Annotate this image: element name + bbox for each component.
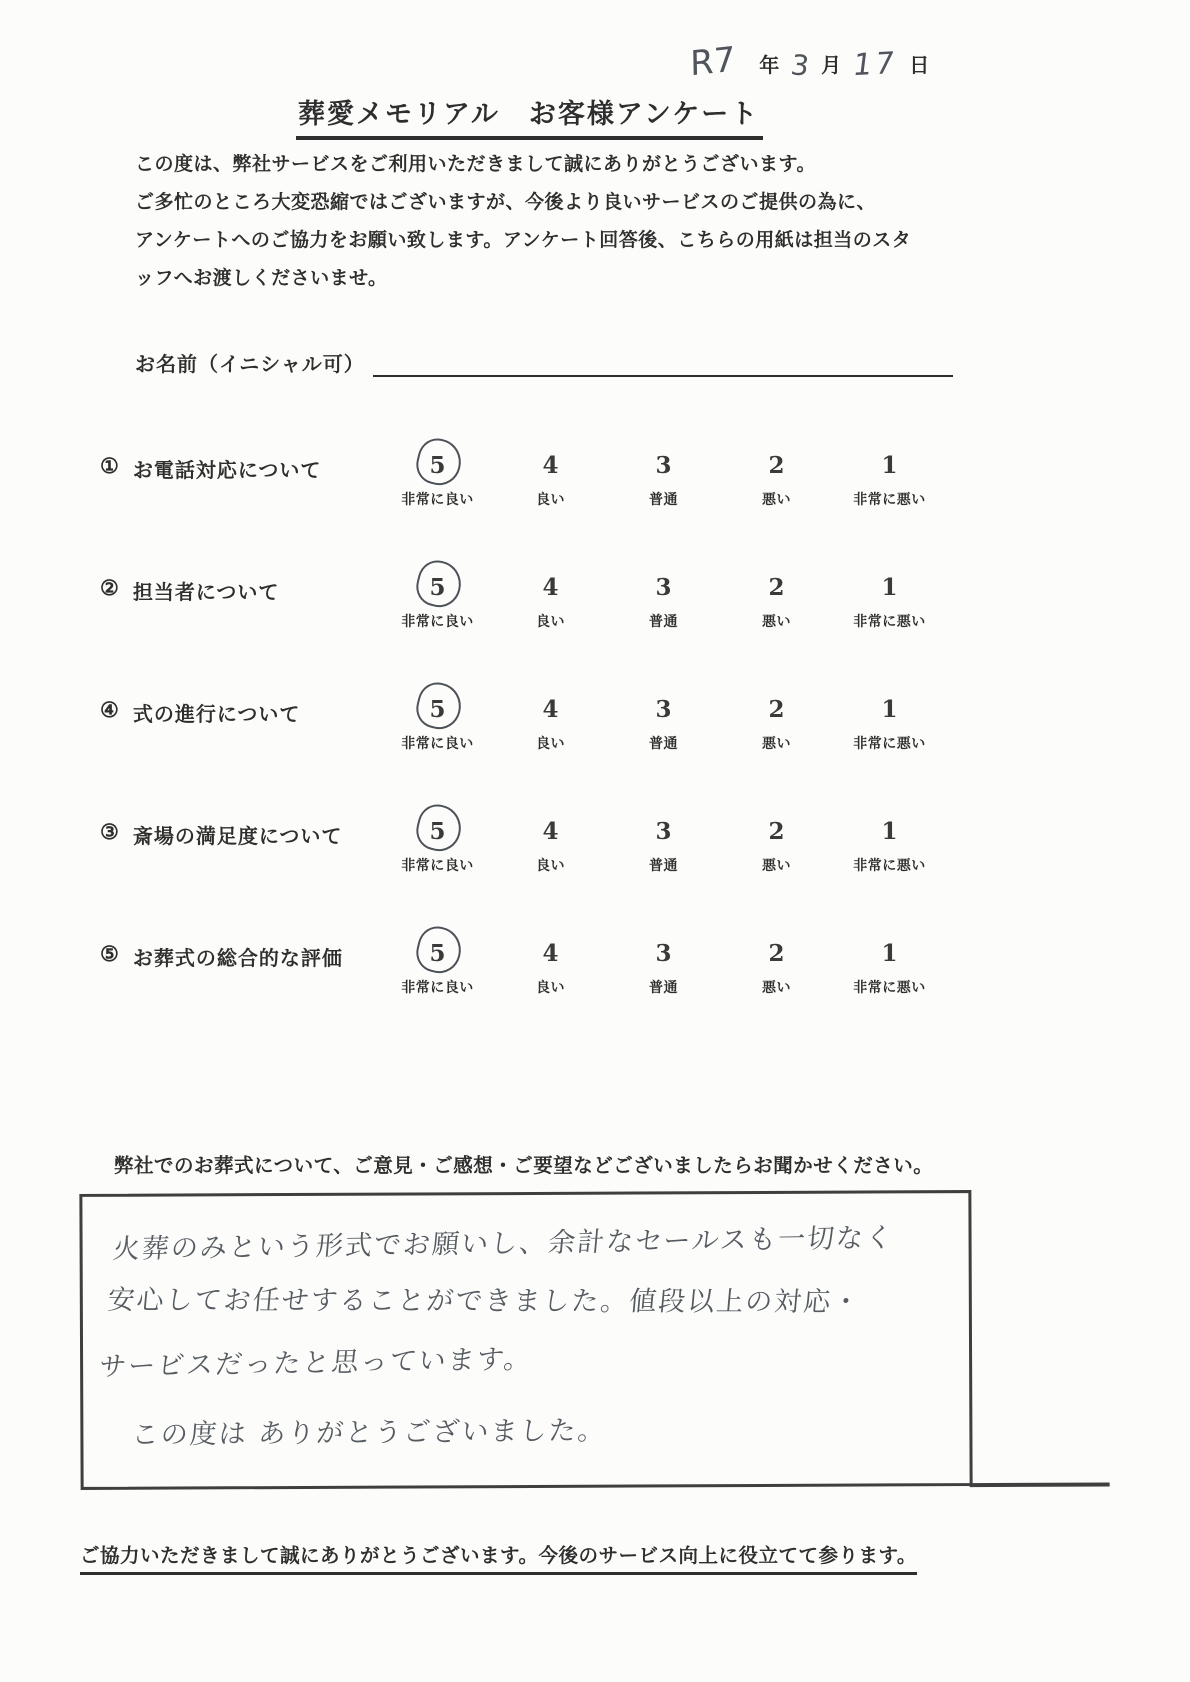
- rating-label: 良い: [536, 613, 565, 629]
- rating-label: 悪い: [762, 735, 791, 751]
- question-title: [100, 692, 381, 727]
- rating-value[interactable]: 5: [429, 452, 446, 479]
- rating-value[interactable]: 2: [768, 696, 785, 723]
- rating-option: [720, 570, 833, 631]
- footer-note: ご協力いただきまして誠にありがとうございます。今後のサービス向上に役立てて参ります。: [80, 1540, 917, 1575]
- handwritten-era-year: R7: [689, 39, 736, 85]
- question-label: 式の進行について: [132, 704, 301, 726]
- comment-box-bottom-line-extension: [970, 1482, 1110, 1486]
- rating-value[interactable]: 3: [655, 452, 672, 479]
- rating-circle-area: [873, 936, 905, 971]
- handwritten-comment-line: この度は ありがとうございました。: [130, 1415, 608, 1451]
- rating-label: 普通: [649, 857, 678, 873]
- rating-option: [833, 570, 946, 631]
- rating-circle-area: [421, 692, 453, 727]
- rating-option: [720, 448, 833, 509]
- rating-label: 非常に悪い: [853, 613, 926, 629]
- rating-circle-area: [760, 448, 792, 483]
- rating-option: [607, 570, 720, 631]
- rating-options: [381, 448, 946, 509]
- rating-circle-area: [534, 936, 566, 971]
- question-title: [100, 814, 381, 849]
- rating-option: [494, 814, 607, 875]
- rating-option: [494, 570, 607, 631]
- rating-value[interactable]: 2: [768, 574, 785, 601]
- rating-value[interactable]: 2: [768, 452, 785, 479]
- date-line: [689, 39, 930, 85]
- rating-option: [833, 692, 946, 753]
- rating-option: [381, 692, 494, 753]
- comment-lines: [97, 1219, 945, 1469]
- rating-circle-area: [534, 814, 566, 849]
- rating-circle-area: [421, 570, 453, 605]
- intro-line: この度は、弊社サービスをご利用いただきまして誠にありがとうございます。: [135, 154, 816, 175]
- rating-circle-area: [647, 448, 679, 483]
- question-label: お葬式の総合的な評価: [132, 948, 343, 970]
- rating-value[interactable]: 4: [542, 818, 559, 845]
- rating-value[interactable]: 4: [542, 696, 559, 723]
- rating-option: [833, 814, 946, 875]
- rating-circle-area: [534, 692, 566, 727]
- rating-option: [833, 936, 946, 997]
- comment-prompt: 弊社でのお葬式について、ご意見・ご感想・ご要望などございましたらお聞かせください。: [114, 1155, 934, 1177]
- intro-paragraph: [135, 146, 995, 298]
- question-title: [100, 936, 381, 971]
- day-suffix: 日: [909, 55, 930, 77]
- rating-value[interactable]: 2: [768, 940, 785, 967]
- rating-label: 普通: [649, 735, 678, 751]
- rating-label: 良い: [536, 735, 565, 751]
- year-suffix: 年: [759, 55, 780, 77]
- question-row: [0, 448, 1190, 509]
- handwritten-comment-line: サービスだったと思っています。: [97, 1343, 535, 1383]
- rating-option: [381, 570, 494, 631]
- rating-label: 悪い: [762, 613, 791, 629]
- rating-circle-area: [647, 692, 679, 727]
- question-label: 担当者について: [132, 582, 280, 604]
- rating-option: [720, 936, 833, 997]
- rating-options: [381, 936, 946, 997]
- handwritten-day: 17: [850, 45, 900, 84]
- rating-label: 非常に良い: [401, 735, 474, 751]
- intro-line: アンケートへのご協力をお願い致します。アンケート回答後、こちらの用紙は担当のスタ: [135, 230, 912, 251]
- rating-option: [494, 448, 607, 509]
- rating-options: [381, 692, 946, 753]
- handwritten-month: 3: [788, 48, 812, 83]
- question-title: [100, 448, 381, 483]
- rating-value[interactable]: 1: [881, 818, 898, 845]
- rating-circle-area: [421, 814, 453, 849]
- rating-circle-area: [647, 936, 679, 971]
- rating-circle-area: [534, 570, 566, 605]
- rating-label: 悪い: [762, 857, 791, 873]
- question-number: ②: [100, 577, 119, 600]
- questions-section: [0, 448, 1190, 1058]
- question-row: [0, 936, 1190, 997]
- rating-circle-area: [873, 814, 905, 849]
- rating-label: 非常に良い: [401, 857, 474, 873]
- handwritten-comment-line: 火葬のみという形式でお願いし、余計なセールスも一切なく: [111, 1222, 896, 1266]
- rating-circle-area: [760, 570, 792, 605]
- question-number: ④: [100, 699, 119, 722]
- name-field-label: お名前（イニシャル可）: [135, 354, 365, 376]
- rating-value[interactable]: 1: [881, 574, 898, 601]
- rating-label: 悪い: [762, 491, 791, 507]
- rating-value[interactable]: 4: [542, 940, 559, 967]
- rating-circle-area: [647, 570, 679, 605]
- rating-circle-area: [534, 448, 566, 483]
- rating-circle-area: [873, 448, 905, 483]
- rating-value[interactable]: 4: [542, 452, 559, 479]
- rating-options: [381, 814, 946, 875]
- rating-circle-area: [760, 692, 792, 727]
- rating-circle-area: [421, 448, 453, 483]
- rating-label: 非常に良い: [401, 979, 474, 995]
- rating-option: [607, 936, 720, 997]
- name-field: [135, 348, 953, 377]
- question-number: ⑤: [100, 943, 119, 966]
- question-row: [0, 570, 1190, 631]
- rating-option: [607, 814, 720, 875]
- rating-value[interactable]: 1: [881, 696, 898, 723]
- rating-value[interactable]: 5: [429, 818, 446, 845]
- rating-value[interactable]: 5: [429, 940, 446, 967]
- rating-option: [720, 814, 833, 875]
- comment-box: [79, 1190, 972, 1490]
- question-row: [0, 692, 1190, 753]
- rating-value[interactable]: 5: [429, 696, 446, 723]
- rating-circle-area: [647, 814, 679, 849]
- rating-label: 非常に良い: [401, 613, 474, 629]
- name-input-line[interactable]: [373, 351, 953, 377]
- rating-option: [381, 936, 494, 997]
- rating-options: [381, 570, 946, 631]
- rating-value[interactable]: 3: [655, 818, 672, 845]
- rating-value[interactable]: 2: [768, 818, 785, 845]
- rating-label: 非常に悪い: [853, 979, 926, 995]
- rating-option: [381, 814, 494, 875]
- rating-option: [833, 448, 946, 509]
- rating-value[interactable]: 3: [655, 696, 672, 723]
- rating-value[interactable]: 3: [655, 574, 672, 601]
- rating-option: [607, 448, 720, 509]
- intro-line: ご多忙のところ大変恐縮ではございますが、今後より良いサービスのご提供の為に、: [135, 192, 877, 213]
- question-number: ③: [100, 821, 119, 844]
- rating-label: 普通: [649, 979, 678, 995]
- rating-label: 非常に悪い: [853, 491, 926, 507]
- rating-value[interactable]: 1: [881, 940, 898, 967]
- rating-circle-area: [760, 814, 792, 849]
- rating-value[interactable]: 4: [542, 574, 559, 601]
- question-row: [0, 814, 1190, 875]
- rating-circle-area: [421, 936, 453, 971]
- rating-label: 悪い: [762, 979, 791, 995]
- rating-label: 良い: [536, 491, 565, 507]
- rating-circle-area: [873, 570, 905, 605]
- rating-value[interactable]: 3: [655, 940, 672, 967]
- rating-label: 良い: [536, 979, 565, 995]
- rating-circle-area: [760, 936, 792, 971]
- rating-option: [381, 448, 494, 509]
- rating-value[interactable]: 1: [881, 452, 898, 479]
- rating-option: [494, 692, 607, 753]
- question-label: お電話対応について: [132, 460, 322, 482]
- rating-circle-area: [873, 692, 905, 727]
- rating-label: 普通: [649, 491, 678, 507]
- month-suffix: 月: [821, 55, 842, 77]
- page-title: 葬愛メモリアル お客様アンケート: [296, 92, 763, 140]
- rating-label: 非常に良い: [401, 491, 474, 507]
- rating-option: [607, 692, 720, 753]
- rating-label: 良い: [536, 857, 565, 873]
- rating-label: 非常に悪い: [853, 857, 926, 873]
- rating-label: 非常に悪い: [853, 735, 926, 751]
- question-number: ①: [100, 455, 119, 478]
- rating-option: [494, 936, 607, 997]
- intro-line: ッフへお渡しくださいませ。: [135, 268, 388, 289]
- rating-value[interactable]: 5: [429, 574, 446, 601]
- question-title: [100, 570, 381, 605]
- question-label: 斎場の満足度について: [132, 826, 343, 848]
- handwritten-comment-line: 安心してお任せすることができました。値段以上の対応・: [106, 1284, 863, 1318]
- rating-label: 普通: [649, 613, 678, 629]
- rating-option: [720, 692, 833, 753]
